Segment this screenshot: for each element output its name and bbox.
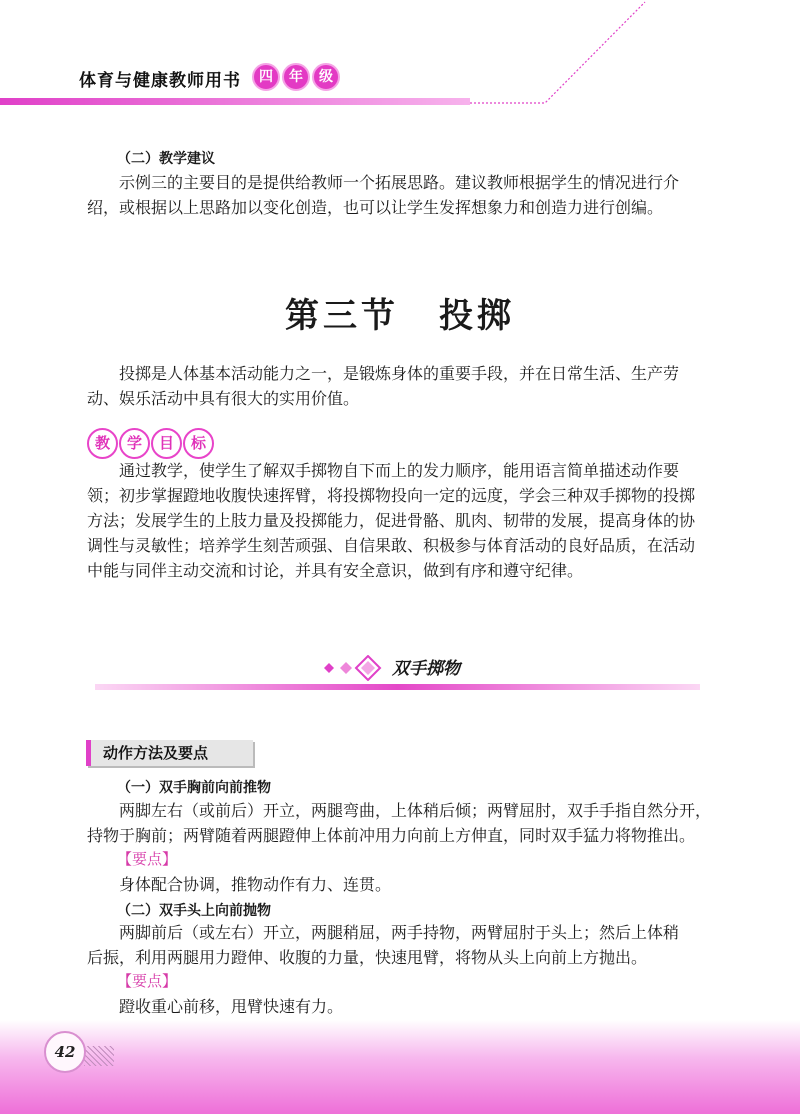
section-title [0,288,800,337]
suggestion-heading: （二）教学建议 [117,151,215,167]
goal-char: 标 [183,428,214,459]
header-decoration [465,0,800,110]
footer-band [0,1020,800,1114]
text-line: 调性与灵敏性；培养学生刻苦顽强、自信果敢、积极参与体育活动的良好品质，在活动 [87,536,696,555]
subsection-title: 双手掷物 [392,659,460,679]
key-point-label: 【要点】 [117,850,178,868]
book-title: 体育与健康教师用书 [79,71,241,91]
method-item-text [87,920,712,970]
goals-paragraph [87,458,712,583]
key-point-label: 【要点】 [117,972,178,990]
method-item-heading: （一）双手胸前向前推物 [117,780,271,796]
method-item-heading: （二）双手头上向前抛物 [117,903,271,919]
suggestion-paragraph [87,170,712,220]
text-line: 两脚左右（或前后）开立，两腿弯曲，上体稍后倾；两臂屈肘，双手手指自然分开， [119,801,712,820]
section-name: 投掷 [439,296,515,336]
footer-hatch [84,1046,114,1066]
header-band [0,98,470,105]
text-line: 中能与同伴主动交流和讨论，并具有安全意识，做到有序和遵守纪律。 [87,561,584,580]
grade-char: 级 [312,63,340,91]
method-label: 动作方法及要点 [86,740,253,766]
text-line: 投掷是人体基本活动能力之一，是锻炼身体的重要手段，并在日常生活、生产劳 [119,364,680,383]
text-line: 领；初步掌握蹬地收腹快速挥臂，将投掷物投向一定的远度，学会三种双手掷物的投掷 [87,486,696,505]
teaching-goals-badge [87,428,214,459]
grade-badge [252,63,340,91]
key-point-text: 身体配合协调，推物动作有力、连贯。 [119,875,392,894]
subsection-band [95,684,700,690]
text-line: 持物于胸前；两臂随着两腿蹬伸上体前冲用力向前上方伸直，同时双手猛力将物推出。 [87,826,696,845]
method-item-text [87,798,712,848]
key-point-text: 蹬收重心前移，甩臂快速有力。 [119,997,344,1016]
section-intro [87,361,712,411]
grade-char: 年 [282,63,310,91]
text-line: 绍，或根据以上思路加以变化创造，也可以让学生发挥想象力和创造力进行创编。 [87,198,664,217]
text-line: 动、娱乐活动中具有很大的实用价值。 [87,389,360,408]
text-line: 后振，利用两腿用力蹬伸、收腹的力量，快速甩臂，将物从头上向前上方抛出。 [87,948,648,967]
page-number: 42 [44,1031,86,1073]
goal-char: 学 [119,428,150,459]
text-line: 通过教学，使学生了解双手掷物自下而上的发力顺序，能用语言简单描述动作要 [119,461,680,480]
section-number: 第三节 [285,296,399,336]
text-line: 方法；发展学生的上肢力量及投掷能力，促进骨骼、肌肉、韧带的发展，提高身体的协 [87,511,696,530]
diamond-ornament-icon [318,655,386,681]
text-line: 两脚前后（或左右）开立，两腿稍屈，两手持物，两臂屈肘于头上；然后上体稍 [119,923,680,942]
text-line: 示例三的主要目的是提供给教师一个拓展思路。建议教师根据学生的情况进行介 [119,173,680,192]
goal-char: 教 [87,428,118,459]
goal-char: 目 [151,428,182,459]
grade-char: 四 [252,63,280,91]
